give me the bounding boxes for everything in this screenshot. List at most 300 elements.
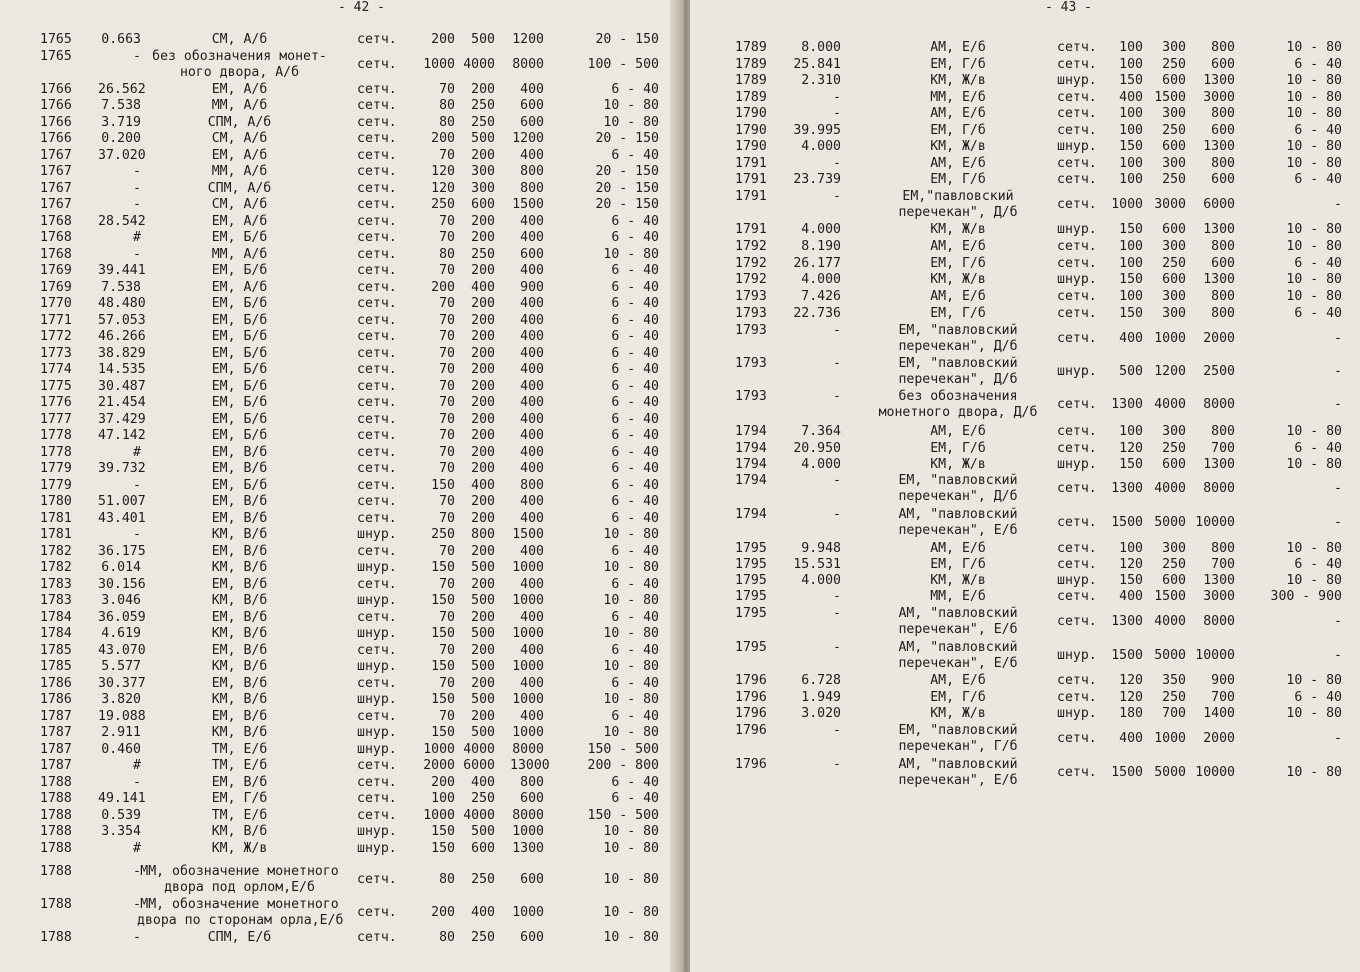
cell-edge: сетч. bbox=[357, 214, 397, 229]
mint-line: ЕМ, В/б bbox=[211, 709, 268, 724]
cell-v2: 600 bbox=[471, 197, 495, 212]
cell-year: 1769 bbox=[40, 280, 72, 295]
cell-weight: 7.538 bbox=[101, 98, 141, 113]
cell-year: 1778 bbox=[40, 445, 72, 460]
cell-mint bbox=[137, 82, 342, 98]
cell-v2: 200 bbox=[471, 577, 495, 592]
cell-v3: 400 bbox=[520, 676, 544, 691]
cell-v3: 600 bbox=[520, 872, 544, 887]
cell-v1: 150 bbox=[431, 659, 455, 674]
cell-v3: 1300 bbox=[1203, 222, 1235, 237]
cell-v3: 400 bbox=[520, 643, 544, 658]
cell-v1: 80 bbox=[439, 930, 455, 945]
cell-mint bbox=[137, 626, 342, 642]
cell-weight: - bbox=[133, 864, 141, 879]
cell-edge: шнур. bbox=[357, 527, 397, 542]
table-row bbox=[0, 445, 660, 461]
cell-v2: 500 bbox=[471, 824, 495, 839]
cell-weight: 3.820 bbox=[101, 692, 141, 707]
cell-mint bbox=[137, 197, 342, 213]
cell-edge: сетч. bbox=[1057, 515, 1097, 530]
cell-v3: 1200 bbox=[512, 32, 544, 47]
cell-v1: 2000 bbox=[423, 758, 455, 773]
cell-range: 10 - 80 bbox=[1286, 765, 1342, 780]
cell-v1: 120 bbox=[1119, 557, 1143, 572]
table-row bbox=[0, 643, 660, 659]
cell-year: 1795 bbox=[735, 640, 767, 655]
cell-mint bbox=[137, 131, 342, 147]
table-row bbox=[0, 709, 660, 725]
mint-line: перечекан", Е/б bbox=[898, 773, 1018, 788]
cell-edge: сетч. bbox=[1057, 765, 1097, 780]
cell-mint bbox=[137, 230, 342, 246]
mint-line: ЕМ, Г/б bbox=[930, 690, 986, 705]
cell-v2: 4000 bbox=[1154, 397, 1186, 412]
cell-v3: 600 bbox=[520, 98, 544, 113]
cell-v3: 6000 bbox=[1203, 197, 1235, 212]
cell-mint bbox=[870, 640, 1046, 672]
mint-line: ММ, А/б bbox=[211, 164, 268, 179]
cell-range: 100 - 500 bbox=[587, 57, 659, 72]
table-row bbox=[690, 424, 1350, 440]
cell-mint bbox=[137, 247, 342, 263]
cell-year: 1765 bbox=[40, 32, 72, 47]
cell-v3: 1300 bbox=[1203, 573, 1235, 588]
cell-mint bbox=[137, 49, 342, 81]
table-row bbox=[690, 172, 1350, 188]
cell-v3: 8000 bbox=[1203, 397, 1235, 412]
cell-v1: 150 bbox=[1119, 222, 1143, 237]
table-row bbox=[0, 527, 660, 543]
mint-line: СМ, А/б bbox=[211, 131, 268, 146]
cell-v1: 100 bbox=[1119, 40, 1143, 55]
cell-mint bbox=[870, 507, 1046, 539]
cell-v1: 70 bbox=[439, 412, 455, 427]
cell-v3: 900 bbox=[520, 280, 544, 295]
cell-v1: 150 bbox=[431, 478, 455, 493]
cell-edge: сетч. bbox=[1057, 731, 1097, 746]
cell-weight: 7.364 bbox=[801, 424, 841, 439]
cell-v1: 1500 bbox=[1111, 515, 1143, 530]
cell-v1: 70 bbox=[439, 610, 455, 625]
cell-mint bbox=[137, 864, 342, 896]
cell-v2: 200 bbox=[471, 82, 495, 97]
cell-v3: 600 bbox=[520, 115, 544, 130]
cell-v3: 800 bbox=[520, 775, 544, 790]
cell-v1: 80 bbox=[439, 98, 455, 113]
cell-edge: шнур. bbox=[1057, 573, 1097, 588]
cell-mint bbox=[137, 478, 342, 494]
cell-year: 1793 bbox=[735, 389, 767, 404]
cell-year: 1785 bbox=[40, 643, 72, 658]
cell-range: 6 - 40 bbox=[1294, 306, 1342, 321]
cell-v2: 200 bbox=[471, 395, 495, 410]
cell-year: 1796 bbox=[735, 690, 767, 705]
table-row bbox=[690, 690, 1350, 706]
cell-range: 10 - 80 bbox=[603, 725, 659, 740]
cell-range: 6 - 40 bbox=[611, 676, 659, 691]
cell-mint bbox=[870, 424, 1046, 440]
cell-year: 1789 bbox=[735, 57, 767, 72]
mint-line: ЕМ, Б/б bbox=[211, 412, 268, 427]
cell-v1: 70 bbox=[439, 494, 455, 509]
cell-edge: сетч. bbox=[1057, 589, 1097, 604]
cell-v2: 200 bbox=[471, 544, 495, 559]
cell-v1: 200 bbox=[431, 280, 455, 295]
cell-v2: 250 bbox=[1162, 57, 1186, 72]
table-row bbox=[0, 610, 660, 626]
cell-v2: 300 bbox=[1162, 156, 1186, 171]
cell-v1: 100 bbox=[1119, 172, 1143, 187]
cell-v2: 600 bbox=[1162, 222, 1186, 237]
cell-range: 10 - 80 bbox=[1286, 457, 1342, 472]
cell-v2: 200 bbox=[471, 494, 495, 509]
cell-edge: сетч. bbox=[357, 98, 397, 113]
cell-edge: сетч. bbox=[1057, 123, 1097, 138]
cell-weight: - bbox=[133, 181, 141, 196]
mint-line: КМ, Ж/в bbox=[930, 706, 986, 721]
cell-v2: 600 bbox=[1162, 272, 1186, 287]
cell-v1: 150 bbox=[431, 725, 455, 740]
table-row bbox=[0, 148, 660, 164]
cell-v3: 2000 bbox=[1203, 731, 1235, 746]
cell-range: 6 - 40 bbox=[611, 445, 659, 460]
cell-v3: 10000 bbox=[1195, 648, 1235, 663]
cell-v2: 250 bbox=[1162, 172, 1186, 187]
table-row bbox=[690, 239, 1350, 255]
table-row bbox=[0, 164, 660, 180]
cell-year: 1782 bbox=[40, 560, 72, 575]
cell-year: 1782 bbox=[40, 544, 72, 559]
cell-edge: сетч. bbox=[357, 511, 397, 526]
cell-mint bbox=[137, 148, 342, 164]
cell-v2: 300 bbox=[1162, 424, 1186, 439]
cell-v1: 400 bbox=[1119, 331, 1143, 346]
cell-weight: - bbox=[833, 723, 841, 738]
table-row bbox=[690, 541, 1350, 557]
cell-v3: 1200 bbox=[512, 131, 544, 146]
mint-line: ЕМ, Б/б bbox=[211, 395, 268, 410]
cell-weight: 20.950 bbox=[793, 441, 841, 456]
cell-range: 6 - 40 bbox=[611, 379, 659, 394]
cell-weight: - bbox=[833, 757, 841, 772]
cell-edge: сетч. bbox=[357, 263, 397, 278]
cell-edge: сетч. bbox=[357, 57, 397, 72]
cell-edge: сетч. bbox=[357, 197, 397, 212]
cell-v3: 400 bbox=[520, 82, 544, 97]
mint-line: КМ, В/б bbox=[211, 527, 268, 542]
cell-range: 10 - 80 bbox=[603, 593, 659, 608]
table-row bbox=[690, 156, 1350, 172]
mint-line: ного двора, А/б bbox=[179, 65, 300, 80]
table-row bbox=[690, 389, 1350, 421]
cell-weight: 38.829 bbox=[98, 346, 146, 361]
cell-v3: 600 bbox=[1211, 256, 1235, 271]
cell-edge: шнур. bbox=[1057, 222, 1097, 237]
mint-line: ЕМ, Б/б bbox=[211, 478, 268, 493]
cell-weight: 25.841 bbox=[793, 57, 841, 72]
cell-year: 1768 bbox=[40, 247, 72, 262]
mint-line: КМ, В/б bbox=[211, 725, 268, 740]
table-row bbox=[690, 222, 1350, 238]
cell-v3: 600 bbox=[520, 247, 544, 262]
cell-v3: 400 bbox=[520, 445, 544, 460]
cell-range: 10 - 80 bbox=[1286, 272, 1342, 287]
cell-v2: 500 bbox=[471, 626, 495, 641]
cell-v2: 300 bbox=[1162, 106, 1186, 121]
mint-line: ТМ, Е/б bbox=[211, 742, 268, 757]
cell-mint bbox=[137, 560, 342, 576]
cell-v1: 150 bbox=[431, 626, 455, 641]
cell-mint bbox=[870, 289, 1046, 305]
mint-line: АМ, Е/б bbox=[930, 106, 986, 121]
cell-edge: сетч. bbox=[1057, 306, 1097, 321]
cell-mint bbox=[870, 573, 1046, 589]
table-row bbox=[0, 775, 660, 791]
cell-range: 6 - 40 bbox=[1294, 557, 1342, 572]
cell-weight: # bbox=[133, 841, 141, 856]
cell-weight: 39.441 bbox=[98, 263, 146, 278]
cell-range: 6 - 40 bbox=[1294, 441, 1342, 456]
cell-weight: - bbox=[833, 473, 841, 488]
cell-edge: сетч. bbox=[357, 709, 397, 724]
cell-weight: 9.948 bbox=[801, 541, 841, 556]
cell-edge: сетч. bbox=[357, 930, 397, 945]
mint-line: ЕМ, А/б bbox=[211, 280, 268, 295]
mint-line: ЕМ, Г/б bbox=[930, 557, 986, 572]
cell-range: 6 - 40 bbox=[611, 313, 659, 328]
cell-v1: 150 bbox=[431, 560, 455, 575]
cell-weight: 4.000 bbox=[801, 222, 841, 237]
cell-v3: 400 bbox=[520, 577, 544, 592]
cell-mint bbox=[137, 775, 342, 791]
cell-v2: 700 bbox=[1162, 706, 1186, 721]
cell-weight: 22.736 bbox=[793, 306, 841, 321]
cell-year: 1788 bbox=[40, 824, 72, 839]
cell-v3: 3000 bbox=[1203, 589, 1235, 604]
cell-range: 10 - 80 bbox=[1286, 673, 1342, 688]
cell-v1: 1000 bbox=[423, 57, 455, 72]
mint-line: АМ, "павловский bbox=[898, 507, 1018, 522]
cell-year: 1796 bbox=[735, 723, 767, 738]
mint-line: ТМ, Е/б bbox=[211, 808, 268, 823]
cell-v2: 4000 bbox=[463, 742, 495, 757]
mint-line: АМ, Е/б bbox=[930, 40, 986, 55]
cell-range: - bbox=[1334, 515, 1342, 530]
mint-line: КМ, В/б bbox=[211, 659, 268, 674]
cell-range: 6 - 40 bbox=[1294, 172, 1342, 187]
cell-range: 10 - 80 bbox=[603, 841, 659, 856]
table-row bbox=[690, 272, 1350, 288]
cell-v3: 1300 bbox=[1203, 272, 1235, 287]
table-row bbox=[690, 473, 1350, 505]
table-row bbox=[0, 214, 660, 230]
cell-mint bbox=[137, 428, 342, 444]
cell-weight: 47.142 bbox=[98, 428, 146, 443]
mint-line: перечекан", Д/б bbox=[898, 339, 1018, 354]
table-row bbox=[0, 742, 660, 758]
cell-weight: - bbox=[833, 156, 841, 171]
cell-weight: - bbox=[833, 106, 841, 121]
cell-mint bbox=[870, 757, 1046, 789]
cell-v1: 100 bbox=[431, 791, 455, 806]
cell-v2: 200 bbox=[471, 709, 495, 724]
cell-v1: 200 bbox=[431, 905, 455, 920]
cell-v1: 180 bbox=[1119, 706, 1143, 721]
cell-weight: 26.177 bbox=[793, 256, 841, 271]
table-row bbox=[0, 494, 660, 510]
cell-v2: 600 bbox=[1162, 573, 1186, 588]
cell-weight: 30.377 bbox=[98, 676, 146, 691]
mint-line: ЕМ, В/б bbox=[211, 511, 268, 526]
cell-v2: 200 bbox=[471, 412, 495, 427]
mint-line: ЕМ, Б/б bbox=[211, 428, 268, 443]
cell-v3: 900 bbox=[1211, 673, 1235, 688]
cell-range: 10 - 80 bbox=[1286, 222, 1342, 237]
cell-v2: 250 bbox=[1162, 441, 1186, 456]
cell-year: 1795 bbox=[735, 557, 767, 572]
cell-v2: 200 bbox=[471, 610, 495, 625]
cell-v2: 500 bbox=[471, 131, 495, 146]
cell-mint bbox=[870, 123, 1046, 139]
cell-v3: 400 bbox=[520, 494, 544, 509]
cell-year: 1788 bbox=[40, 791, 72, 806]
cell-range: 6 - 40 bbox=[611, 329, 659, 344]
cell-v1: 120 bbox=[1119, 690, 1143, 705]
cell-edge: сетч. bbox=[357, 478, 397, 493]
cell-v1: 80 bbox=[439, 247, 455, 262]
page-number: - 43 - bbox=[1045, 0, 1092, 15]
mint-line: перечекан", Д/б bbox=[898, 489, 1018, 504]
cell-edge: сетч. bbox=[357, 329, 397, 344]
cell-range: - bbox=[1334, 648, 1342, 663]
cell-year: 1791 bbox=[735, 189, 767, 204]
cell-edge: шнур. bbox=[1057, 457, 1097, 472]
cell-v1: 70 bbox=[439, 230, 455, 245]
cell-weight: 36.175 bbox=[98, 544, 146, 559]
cell-edge: шнур. bbox=[357, 742, 397, 757]
cell-range: 300 - 900 bbox=[1270, 589, 1342, 604]
cell-year: 1769 bbox=[40, 263, 72, 278]
table-row bbox=[0, 725, 660, 741]
cell-v1: 200 bbox=[431, 131, 455, 146]
cell-v3: 1300 bbox=[1203, 139, 1235, 154]
cell-year: 1787 bbox=[40, 742, 72, 757]
table-row bbox=[690, 73, 1350, 89]
cell-v1: 100 bbox=[1119, 289, 1143, 304]
cell-v2: 200 bbox=[471, 511, 495, 526]
cell-range: 6 - 40 bbox=[611, 544, 659, 559]
cell-range: 10 - 80 bbox=[603, 930, 659, 945]
table-row bbox=[690, 606, 1350, 638]
cell-v2: 1500 bbox=[1154, 90, 1186, 105]
cell-v3: 3000 bbox=[1203, 90, 1235, 105]
cell-v3: 400 bbox=[520, 511, 544, 526]
cell-v2: 200 bbox=[471, 461, 495, 476]
cell-year: 1784 bbox=[40, 626, 72, 641]
cell-year: 1774 bbox=[40, 362, 72, 377]
cell-v1: 70 bbox=[439, 577, 455, 592]
table-row bbox=[0, 511, 660, 527]
cell-v1: 100 bbox=[1119, 57, 1143, 72]
cell-v1: 1300 bbox=[1111, 481, 1143, 496]
mint-line: ЕМ, Б/б bbox=[211, 329, 268, 344]
cell-mint bbox=[870, 457, 1046, 473]
cell-weight: 6.728 bbox=[801, 673, 841, 688]
cell-edge: сетч. bbox=[357, 82, 397, 97]
cell-v1: 70 bbox=[439, 395, 455, 410]
cell-mint bbox=[137, 362, 342, 378]
table-row bbox=[0, 577, 660, 593]
cell-v3: 600 bbox=[1211, 123, 1235, 138]
cell-v2: 500 bbox=[471, 593, 495, 608]
cell-range: 10 - 80 bbox=[603, 527, 659, 542]
table-row bbox=[0, 131, 660, 147]
table-row bbox=[690, 589, 1350, 605]
cell-v2: 6000 bbox=[463, 758, 495, 773]
cell-weight: - bbox=[133, 775, 141, 790]
cell-mint bbox=[137, 676, 342, 692]
cell-year: 1788 bbox=[40, 775, 72, 790]
table-row bbox=[690, 289, 1350, 305]
mint-line: ЕМ, Б/б bbox=[211, 313, 268, 328]
cell-v1: 500 bbox=[1119, 364, 1143, 379]
mint-line: АМ, "павловский bbox=[898, 606, 1018, 621]
cell-year: 1779 bbox=[40, 478, 72, 493]
table-row bbox=[0, 930, 660, 946]
cell-edge: сетч. bbox=[357, 164, 397, 179]
cell-range: 10 - 80 bbox=[603, 872, 659, 887]
cell-year: 1779 bbox=[40, 461, 72, 476]
cell-v2: 250 bbox=[471, 872, 495, 887]
cell-v2: 300 bbox=[1162, 541, 1186, 556]
cell-v1: 150 bbox=[1119, 457, 1143, 472]
cell-weight: 21.454 bbox=[98, 395, 146, 410]
cell-range: 10 - 80 bbox=[1286, 706, 1342, 721]
cell-edge: шнур. bbox=[1057, 648, 1097, 663]
cell-year: 1767 bbox=[40, 181, 72, 196]
cell-v2: 250 bbox=[471, 98, 495, 113]
mint-line: ЕМ, Б/б bbox=[211, 346, 268, 361]
cell-range: 6 - 40 bbox=[611, 412, 659, 427]
cell-v1: 100 bbox=[1119, 541, 1143, 556]
cell-year: 1787 bbox=[40, 709, 72, 724]
table-row bbox=[690, 106, 1350, 122]
cell-weight: 14.535 bbox=[98, 362, 146, 377]
cell-range: 6 - 40 bbox=[611, 296, 659, 311]
cell-edge: сетч. bbox=[357, 544, 397, 559]
cell-year: 1788 bbox=[40, 808, 72, 823]
table-row bbox=[690, 706, 1350, 722]
mint-line: КМ, Ж/в bbox=[930, 272, 986, 287]
cell-edge: сетч. bbox=[357, 758, 397, 773]
cell-range: 10 - 80 bbox=[1286, 156, 1342, 171]
cell-v1: 80 bbox=[439, 115, 455, 130]
table-row bbox=[0, 758, 660, 774]
cell-v3: 800 bbox=[1211, 106, 1235, 121]
cell-edge: сетч. bbox=[357, 610, 397, 625]
cell-edge: сетч. bbox=[357, 412, 397, 427]
cell-mint bbox=[137, 725, 342, 741]
cell-mint bbox=[137, 445, 342, 461]
mint-line: без обозначения монет- bbox=[152, 49, 327, 64]
cell-year: 1795 bbox=[735, 589, 767, 604]
cell-year: 1775 bbox=[40, 379, 72, 394]
cell-v2: 400 bbox=[471, 280, 495, 295]
mint-line: ЕМ, В/б bbox=[211, 643, 268, 658]
cell-mint bbox=[137, 544, 342, 560]
mint-line: ЕМ, Г/б bbox=[930, 441, 986, 456]
